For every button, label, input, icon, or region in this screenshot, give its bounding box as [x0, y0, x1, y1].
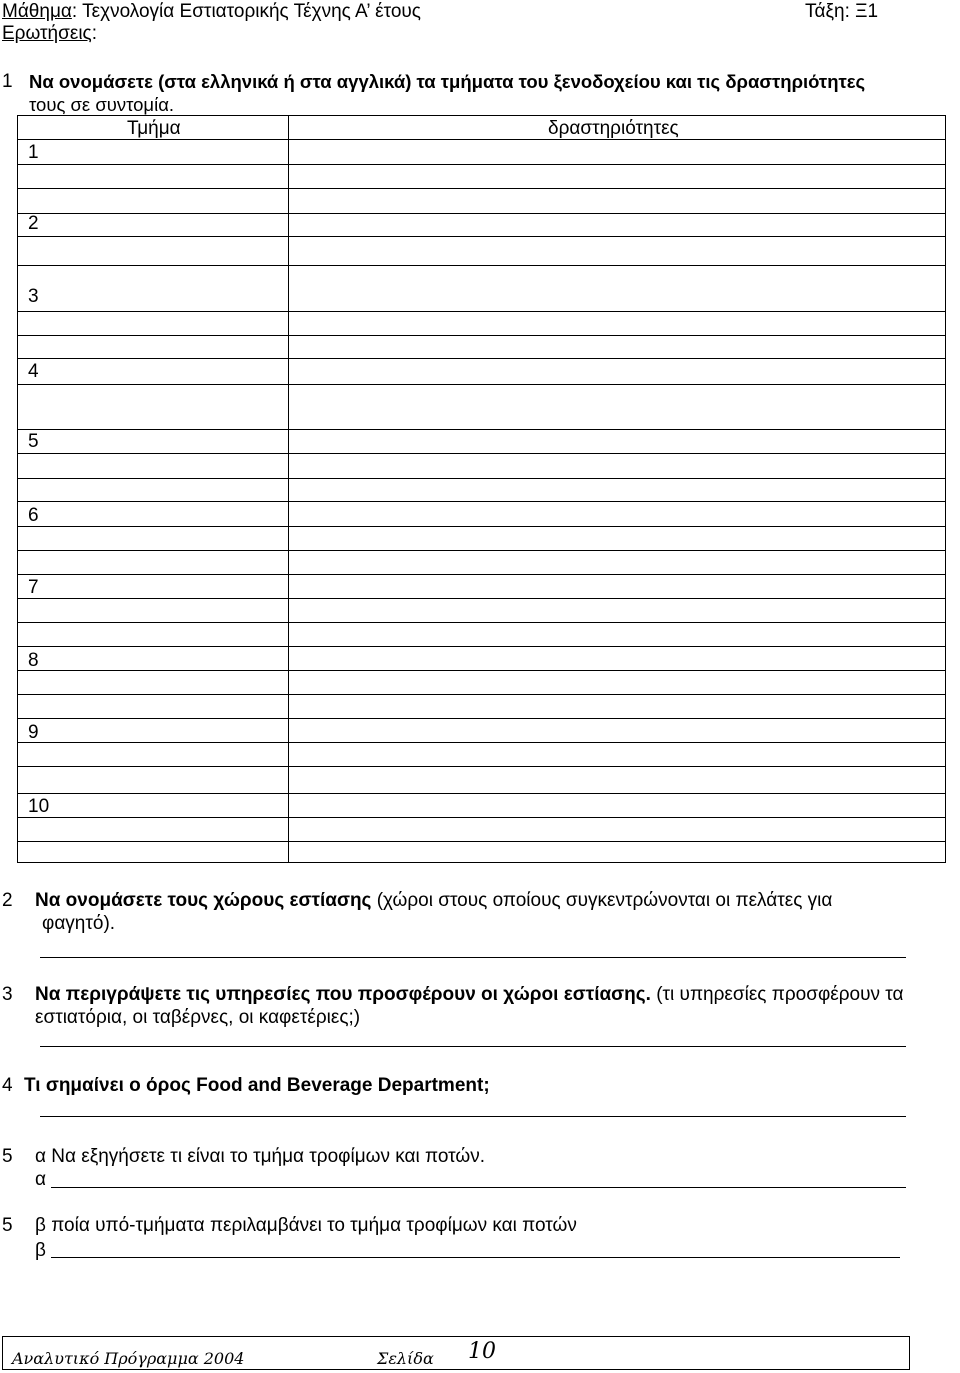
footer-page-label: Σελίδα — [377, 1349, 434, 1368]
q2-bold-text: Να ονομάσετε τους χώρους εστίασης — [35, 890, 372, 911]
table-row-number: 3 — [28, 286, 39, 307]
q5a-answer-label: α — [35, 1169, 46, 1190]
table-row-number: 1 — [28, 142, 39, 163]
subject-line — [2, 1, 421, 23]
table-row-line — [18, 236, 945, 237]
footer-program: Αναλυτικό Πρόγραμμα 2004 — [12, 1349, 245, 1368]
q5a-number: 5 — [2, 1146, 13, 1167]
q2-text — [35, 890, 832, 912]
table-header-department: Τμήμα — [127, 118, 181, 139]
table-row-line — [18, 574, 945, 575]
table-row-line — [18, 841, 945, 842]
table-row-number: 9 — [28, 722, 39, 743]
table-row-line — [18, 670, 945, 671]
class-label: Τάξη: Ξ1 — [805, 1, 879, 22]
table-row-line — [18, 429, 945, 430]
q4-text: Τι σημαίνει ο όρος Food and Beverage Department; — [24, 1075, 490, 1096]
q3-bold-text: Να περιγράψετε τις υπηρεσίες που προσφέρουν οι χώροι εστίασης. — [35, 984, 651, 1005]
q1-number: 1 — [2, 71, 13, 92]
table-row-line — [18, 384, 945, 385]
subject-label: Μάθημα — [2, 1, 72, 22]
q5b-text: β ποία υπό-τμήματα περιλαμβάνει το τμήμα τροφίμων και ποτών — [35, 1215, 577, 1236]
table-row-number: 2 — [28, 213, 39, 234]
table-row-line — [18, 139, 945, 140]
page-footer — [2, 1336, 910, 1370]
q3-number: 3 — [2, 984, 13, 1005]
table-row-line — [18, 622, 945, 623]
table-row-line — [18, 793, 945, 794]
table-row-number: 4 — [28, 361, 39, 382]
table-row-line — [18, 598, 945, 599]
q2-normal-text: (χώροι στους οποίους συγκεντρώνονται οι πελάτες για — [371, 890, 833, 911]
q3-answer-line[interactable] — [40, 1046, 906, 1047]
table-row-line — [18, 311, 945, 312]
q5b-answer-line[interactable] — [51, 1257, 900, 1258]
table-row-line — [18, 526, 945, 527]
q4-number: 4 — [2, 1075, 13, 1096]
q1-text-line1: Να ονομάσετε (στα ελληνικά ή στα αγγλικά) τα τμήματα του ξενοδοχείου και τις δραστηριότητες — [29, 71, 866, 92]
table-row-number: 5 — [28, 431, 39, 452]
questions-heading — [2, 23, 97, 45]
departments-table — [17, 115, 946, 863]
table-row-number: 10 — [28, 796, 50, 817]
table-row-line — [18, 501, 945, 502]
table-row-line — [18, 453, 945, 454]
table-row-line — [18, 213, 945, 214]
table-row-line — [18, 335, 945, 336]
table-row-line — [18, 550, 945, 551]
table-row-line — [18, 188, 945, 189]
table-row-number: 6 — [28, 505, 39, 526]
table-row-line — [18, 817, 945, 818]
table-row-line — [18, 478, 945, 479]
q2-answer-line[interactable] — [40, 957, 906, 958]
table-row-line — [18, 718, 945, 719]
table-row-line — [18, 358, 945, 359]
table-row-line — [18, 694, 945, 695]
table-row-line — [18, 742, 945, 743]
q5a-answer-line[interactable] — [51, 1187, 906, 1188]
q1-text-line2: τους σε συντομία. — [29, 94, 175, 115]
subject-value: : Τεχνολογία Εστιατορικής Τέχνης Α’ έτους — [71, 1, 421, 22]
footer-page-number: 10 — [468, 1339, 496, 1364]
q2-number: 2 — [2, 890, 13, 911]
table-row-line — [18, 164, 945, 165]
q3-text — [35, 984, 904, 1006]
q4-answer-line[interactable] — [40, 1116, 906, 1117]
q5a-text: α Να εξηγήσετε τι είναι το τμήμα τροφίμων και ποτών. — [35, 1146, 486, 1167]
q2-text-line2: φαγητό). — [42, 913, 116, 934]
q3-text-line2: εστιατόρια, οι ταβέρνες, οι καφετέριες;) — [35, 1007, 361, 1028]
q5b-number: 5 — [2, 1215, 13, 1236]
q5b-answer-label: β — [35, 1240, 46, 1261]
questions-colon: : — [91, 23, 97, 44]
table-row-number: 7 — [28, 577, 39, 598]
table-row-line — [18, 646, 945, 647]
questions-label: Ερωτήσεις — [2, 23, 92, 44]
table-header-activities: δραστηριότητες — [548, 118, 679, 139]
table-column-divider — [288, 116, 289, 862]
q3-normal-text: (τι υπηρεσίες προσφέρουν τα — [650, 984, 904, 1005]
table-row-line — [18, 766, 945, 767]
table-row-line — [18, 265, 945, 266]
table-row-number: 8 — [28, 650, 39, 671]
